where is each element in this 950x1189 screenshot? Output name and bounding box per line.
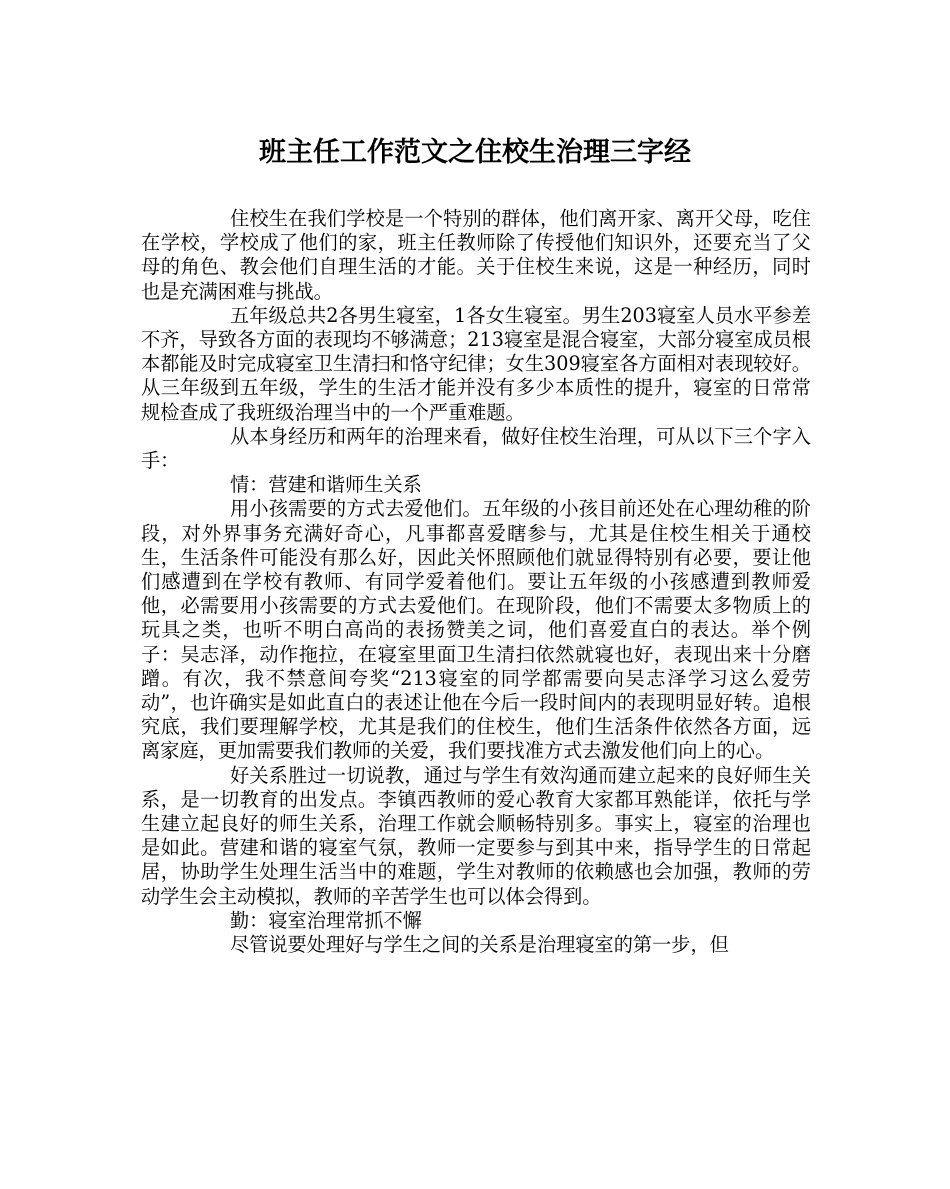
- paragraph-three-words: 从本身经历和两年的治理来看，做好住校生治理，可从以下三个字入手：: [141, 424, 811, 473]
- paragraph-dormitory-status: 五年级总共2各男生寝室，1各女生寝室。男生203寝室人员水平参差不齐，导致各方面的表现均不够满意；213寝室是混合寝室，大部分寝室成员根本都能及时完成寝室卫生清扫和恪守纪律；女生309寝室各方面相对表现较好。从三年级到五年级，学生的生活才能并没有多少本质性的提升，寝室的日常常规检查成了我班级治理当中的一个严重难题。: [141, 303, 811, 424]
- paragraph-continuation: 尽管说要处理好与学生之间的关系是治理寝室的第一步，但: [230, 933, 729, 957]
- section-heading-qing: 情：营建和谐师生关系: [230, 473, 422, 497]
- document-body: [141, 207, 811, 957]
- paragraph-love-children: 用小孩需要的方式去爱他们。五年级的小孩目前还处在心理幼稚的阶段，对外界事务充满好奇心，凡事都喜爱瞎参与，尤其是住校生相关于通校生，生活条件可能没有那么好，因此关怀照顾他们就显得特别有必要，要让他们感遭到在学校有教师、有同学爱着他们。要让五年级的小孩感遭到教师爱他，必需要用小孩需要的方式去爱他们。在现阶段，他们不需要太多物质上的玩具之类，也听不明白高尚的表扬赞美之词，他们喜爱直白的表达。举个例子：吴志泽，动作拖拉，在寝室里面卫生清扫依然就寝也好，表现出来十分磨蹭。有次，我不禁意间夸奖“213寝室的同学都需要向吴志泽学习这么爱劳动”，也许确实是如此直白的表述让他在今后一段时间内的表现明显好转。追根究底，我们要理解学校，尤其是我们的住校生，他们生活条件依然各方面，远离家庭，更加需要我们教师的关爱，我们要找准方式去激发他们向上的心。: [141, 497, 811, 763]
- section-heading-qin: 勤：寝室治理常抓不懈: [230, 908, 422, 932]
- paragraph-intro: 住校生在我们学校是一个特别的群体，他们离开家、离开父母，吃住在学校，学校成了他们的家，班主任教师除了传授他们知识外，还要充当了父母的角色、教会他们自理生活的才能。关于住校生来说，这是一种经历，同时也是充满困难与挑战。: [141, 207, 811, 303]
- paragraph-good-relationship: 好关系胜过一切说教，通过与学生有效沟通而建立起来的良好师生关系，是一切教育的出发点。李镇西教师的爱心教育大家都耳熟能详，依托与学生建立起良好的师生关系，治理工作就会顺畅特别多。事实上，寝室的治理也是如此。营建和谐的寝室气氛，教师一定要参与到其中来，指导学生的日常起居，协助学生处理生活当中的难题，学生对教师的依赖感也会加强，教师的劳动学生会主动模拟，教师的辛苦学生也可以体会得到。: [141, 763, 811, 908]
- document-title: 班主任工作范文之住校生治理三字经: [259, 137, 691, 168]
